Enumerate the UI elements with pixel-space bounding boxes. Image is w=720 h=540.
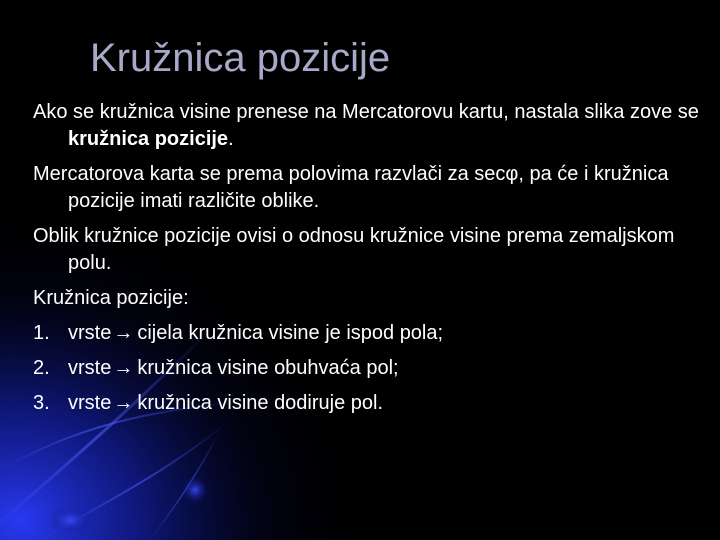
- paragraph-text: Mercatorova karta se prema polovima razvlači za secφ, pa će i kružnica pozicije imati različite oblike.: [33, 163, 669, 212]
- glow-orb: [48, 506, 92, 534]
- list-item: [33, 355, 705, 382]
- list-text: cijela kružnica visine je ispod pola;: [137, 322, 444, 344]
- list-text: kružnica visine dodiruje pol.: [137, 392, 384, 414]
- glow-orb: [181, 476, 209, 504]
- list-number: 2.: [33, 357, 50, 379]
- paragraph-text: Oblik kružnice pozicije ovisi o odnosu kružnice visine prema zemaljskom polu.: [33, 225, 675, 274]
- list-item: [33, 390, 705, 417]
- list-number: 3.: [33, 392, 50, 414]
- list-word: vrste: [68, 322, 112, 344]
- list-word: vrste: [68, 357, 112, 379]
- paragraph-2: [33, 161, 705, 215]
- paragraph-3: [33, 223, 705, 277]
- slide-body: [33, 99, 705, 425]
- bold-term: kružnica pozicije: [68, 128, 229, 150]
- paragraph-1: [33, 99, 705, 153]
- list-item: [33, 320, 705, 347]
- paragraph-text: Kružnica pozicije:: [33, 287, 189, 309]
- list-number: 1.: [33, 322, 50, 344]
- right-arrow-icon: →: [113, 357, 134, 379]
- paragraph-text-end: .: [228, 128, 234, 150]
- list-word: vrste: [68, 392, 112, 414]
- position-circle-types-list: [33, 320, 705, 417]
- right-arrow-icon: →: [113, 392, 134, 414]
- slide-title: Kružnica pozicije: [90, 36, 391, 80]
- paragraph-text: Ako se kružnica visine prenese na Mercatorovu kartu, nastala slika zove se: [33, 101, 699, 123]
- right-arrow-icon: →: [113, 322, 134, 344]
- list-text: kružnica visine obuhvaća pol;: [137, 357, 399, 379]
- paragraph-4: [33, 285, 705, 312]
